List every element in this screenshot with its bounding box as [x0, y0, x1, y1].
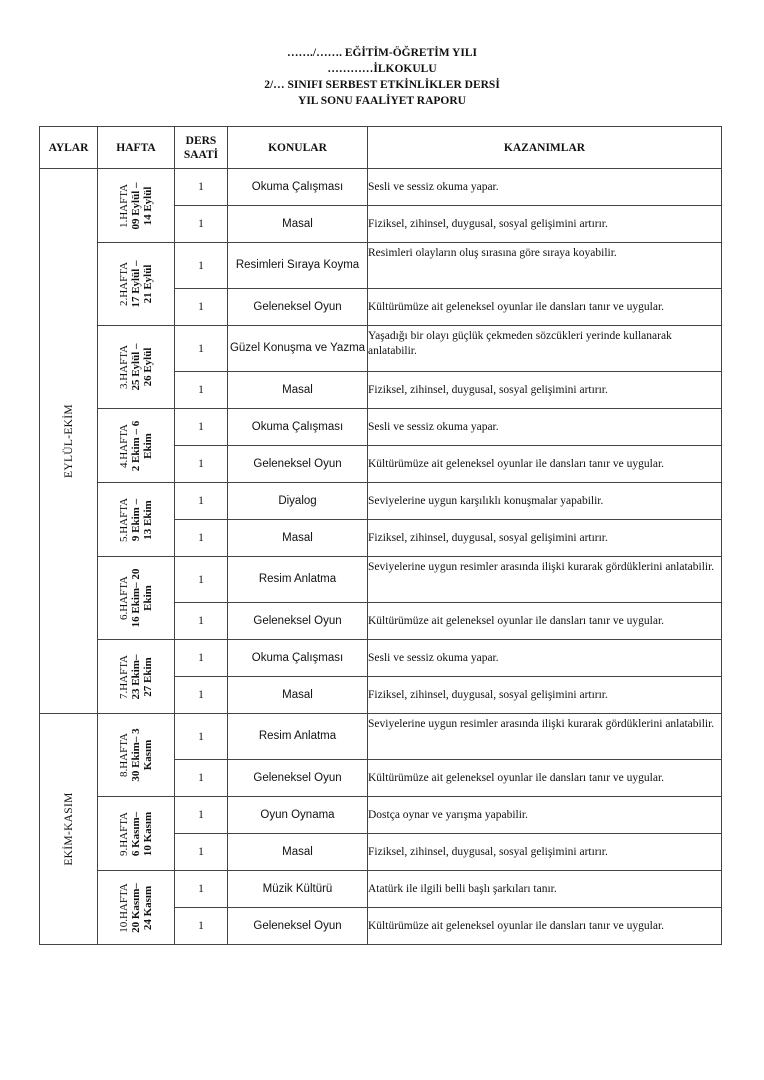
lesson-hours: 1 [175, 206, 228, 243]
column-header-outcomes: KAZANIMLAR [368, 127, 722, 169]
week-dates-end: Ekim [142, 585, 154, 611]
header-school-name: …………İLKOKULU [327, 63, 437, 75]
week-cell [98, 871, 175, 945]
outcome-cell: Sesli ve sessiz okuma yapar. [368, 169, 722, 206]
week-cell [98, 483, 175, 557]
outcome-cell: Kültürümüze ait geleneksel oyunlar ile dansları tanır ve uygular. [368, 289, 722, 326]
outcome-cell: Seviyelerine uygun resimler arasında ilişki kurarak gördüklerini anlatabilir. [368, 557, 722, 603]
column-header-hours [175, 127, 228, 169]
week-number: 2.HAFTA [118, 261, 130, 307]
lesson-hours: 1 [175, 908, 228, 945]
week-number: 9.HAFTA [118, 811, 130, 856]
week-dates-end: Ekim [142, 432, 154, 459]
week-dates-start: 16 Ekim– 20 [130, 568, 142, 628]
week-dates-end: 10 Kasım [142, 811, 154, 856]
week-label-group [118, 811, 154, 855]
lesson-hours: 1 [175, 409, 228, 446]
lesson-hours: 1 [175, 446, 228, 483]
week-dates-end: 27 Ekim [142, 656, 154, 697]
week-dates-end: 14 Eylül [142, 186, 154, 225]
activity-report-table [39, 126, 722, 945]
lesson-hours: 1 [175, 677, 228, 714]
week-label-group [118, 420, 154, 470]
week-number: 1.HAFTA [118, 183, 130, 228]
topic-cell: Masal [228, 677, 368, 714]
header-school-year: ……./……. EĞİTİM-ÖĞRETİM YILI [287, 47, 477, 59]
column-header-topics: KONULAR [228, 127, 368, 169]
week-dates-start: 30 Ekim– 3 [130, 728, 142, 782]
week-label-group [118, 883, 154, 933]
week-dates-start: 9 Ekim – [130, 498, 142, 541]
lesson-hours: 1 [175, 483, 228, 520]
outcome-cell: Fiziksel, zihinsel, duygusal, sosyal gelişimini artırır. [368, 520, 722, 557]
outcome-cell: Kültürümüze ait geleneksel oyunlar ile dansları tanır ve uygular. [368, 446, 722, 483]
week-dates-start: 17 Eylül – [130, 260, 142, 308]
week-dates-start: 6 Kasım– [130, 811, 142, 856]
week-cell [98, 169, 175, 243]
outcome-cell: Fiziksel, zihinsel, duygusal, sosyal gelişimini artırır. [368, 677, 722, 714]
lesson-hours: 1 [175, 871, 228, 908]
column-header-hours-line1: DERS [185, 134, 217, 147]
outcome-cell: Seviyelerine uygun resimler arasında ilişki kurarak gördüklerini anlatabilir. [368, 714, 722, 760]
report-body [40, 169, 722, 945]
week-number: 5.HAFTA [118, 497, 130, 542]
topic-cell: Masal [228, 834, 368, 871]
week-label-group [118, 182, 154, 229]
week-dates-start: 2 Ekim – 6 [130, 420, 142, 471]
lesson-hours: 1 [175, 834, 228, 871]
week-cell [98, 243, 175, 326]
week-number: 4.HAFTA [118, 423, 130, 468]
week-label-group [118, 343, 154, 390]
topic-cell: Okuma Çalışması [228, 169, 368, 206]
outcome-cell: Kültürümüze ait geleneksel oyunlar ile dansları tanır ve uygular. [368, 603, 722, 640]
topic-cell: Resimleri Sıraya Koyma [228, 243, 368, 289]
lesson-hours: 1 [175, 714, 228, 760]
lesson-hours: 1 [175, 760, 228, 797]
week-dates-start: 25 Eylül – [130, 343, 142, 391]
month-label: EYLÜL-EKİM [62, 404, 75, 478]
outcome-cell: Fiziksel, zihinsel, duygusal, sosyal gelişimini artırır. [368, 372, 722, 409]
week-dates-start: 23 Ekim– [130, 654, 142, 699]
topic-cell: Masal [228, 520, 368, 557]
week-cell [98, 714, 175, 797]
week-cell [98, 409, 175, 483]
week-cell [98, 640, 175, 714]
topic-cell: Geleneksel Oyun [228, 603, 368, 640]
week-label-group [118, 497, 154, 541]
lesson-hours: 1 [175, 640, 228, 677]
outcome-cell: Yaşadığı bir olayı güçlük çekmeden sözcükleri yerinde kullanarak anlatabilir. [368, 326, 722, 372]
outcome-cell: Fiziksel, zihinsel, duygusal, sosyal gelişimini artırır. [368, 206, 722, 243]
week-label-group [118, 569, 154, 628]
outcome-cell: Sesli ve sessiz okuma yapar. [368, 640, 722, 677]
week-dates-end: 26 Eylül [142, 347, 154, 387]
outcome-cell: Seviyelerine uygun karşılıklı konuşmalar yapabilir. [368, 483, 722, 520]
outcome-cell: Atatürk ile ilgili belli başlı şarkıları tanır. [368, 871, 722, 908]
topic-cell: Resim Anlatma [228, 557, 368, 603]
week-label-group [118, 654, 154, 699]
topic-cell: Geleneksel Oyun [228, 446, 368, 483]
topic-cell: Geleneksel Oyun [228, 289, 368, 326]
week-cell [98, 557, 175, 640]
lesson-hours: 1 [175, 243, 228, 289]
topic-cell: Oyun Oynama [228, 797, 368, 834]
table-row [40, 871, 722, 908]
column-header-months: AYLAR [40, 127, 98, 169]
topic-cell: Masal [228, 372, 368, 409]
lesson-hours: 1 [175, 557, 228, 603]
outcome-cell: Kültürümüze ait geleneksel oyunlar ile dansları tanır ve uygular. [368, 760, 722, 797]
lesson-hours: 1 [175, 372, 228, 409]
lesson-hours: 1 [175, 520, 228, 557]
month-cell [40, 714, 98, 945]
week-number: 8.HAFTA [118, 732, 130, 778]
table-row [40, 557, 722, 603]
lesson-hours: 1 [175, 797, 228, 834]
report-header [0, 45, 764, 109]
outcome-cell: Resimleri olayların oluş sırasına göre sıraya koyabilir. [368, 243, 722, 289]
outcome-cell: Fiziksel, zihinsel, duygusal, sosyal gelişimini artırır. [368, 834, 722, 871]
table-row [40, 409, 722, 446]
topic-cell: Okuma Çalışması [228, 409, 368, 446]
lesson-hours: 1 [175, 169, 228, 206]
table-row [40, 714, 722, 760]
topic-cell: Müzik Kültürü [228, 871, 368, 908]
topic-cell: Güzel Konuşma ve Yazma [228, 326, 368, 372]
week-number: 10.HAFTA [118, 882, 130, 933]
week-label-group [118, 260, 154, 307]
week-dates-end: 24 Kasım [142, 885, 154, 930]
week-cell [98, 326, 175, 409]
week-cell [98, 797, 175, 871]
header-course: 2/… SINIFI SERBEST ETKİNLİKLER DERSİ [264, 79, 500, 91]
week-dates-start: 20 Kasım– [130, 882, 142, 933]
table-row [40, 797, 722, 834]
week-number: 3.HAFTA [118, 344, 130, 390]
week-number: 7.HAFTA [118, 654, 130, 699]
table-row [40, 483, 722, 520]
outcome-cell: Kültürümüze ait geleneksel oyunlar ile dansları tanır ve uygular. [368, 908, 722, 945]
column-header-week: HAFTA [98, 127, 175, 169]
lesson-hours: 1 [175, 289, 228, 326]
topic-cell: Geleneksel Oyun [228, 908, 368, 945]
topic-cell: Geleneksel Oyun [228, 760, 368, 797]
week-dates-start: 09 Eylül – [130, 181, 142, 230]
month-cell [40, 169, 98, 714]
lesson-hours: 1 [175, 603, 228, 640]
topic-cell: Okuma Çalışması [228, 640, 368, 677]
week-label-group [118, 728, 154, 781]
week-number: 6.HAFTA [118, 575, 130, 621]
lesson-hours: 1 [175, 326, 228, 372]
week-dates-end: 13 Ekim [142, 499, 154, 540]
week-dates-end: Kasım [142, 739, 154, 771]
table-row [40, 326, 722, 372]
week-dates-end: 21 Eylül [142, 264, 154, 304]
topic-cell: Masal [228, 206, 368, 243]
table-row [40, 640, 722, 677]
table-row [40, 169, 722, 206]
table-row [40, 243, 722, 289]
header-report-title: YIL SONU FAALİYET RAPORU [298, 95, 466, 107]
month-label: EKİM-KASIM [62, 792, 75, 866]
outcome-cell: Sesli ve sessiz okuma yapar. [368, 409, 722, 446]
topic-cell: Diyalog [228, 483, 368, 520]
column-header-hours-line2: SAATİ [183, 148, 219, 161]
topic-cell: Resim Anlatma [228, 714, 368, 760]
outcome-cell: Dostça oynar ve yarışma yapabilir. [368, 797, 722, 834]
